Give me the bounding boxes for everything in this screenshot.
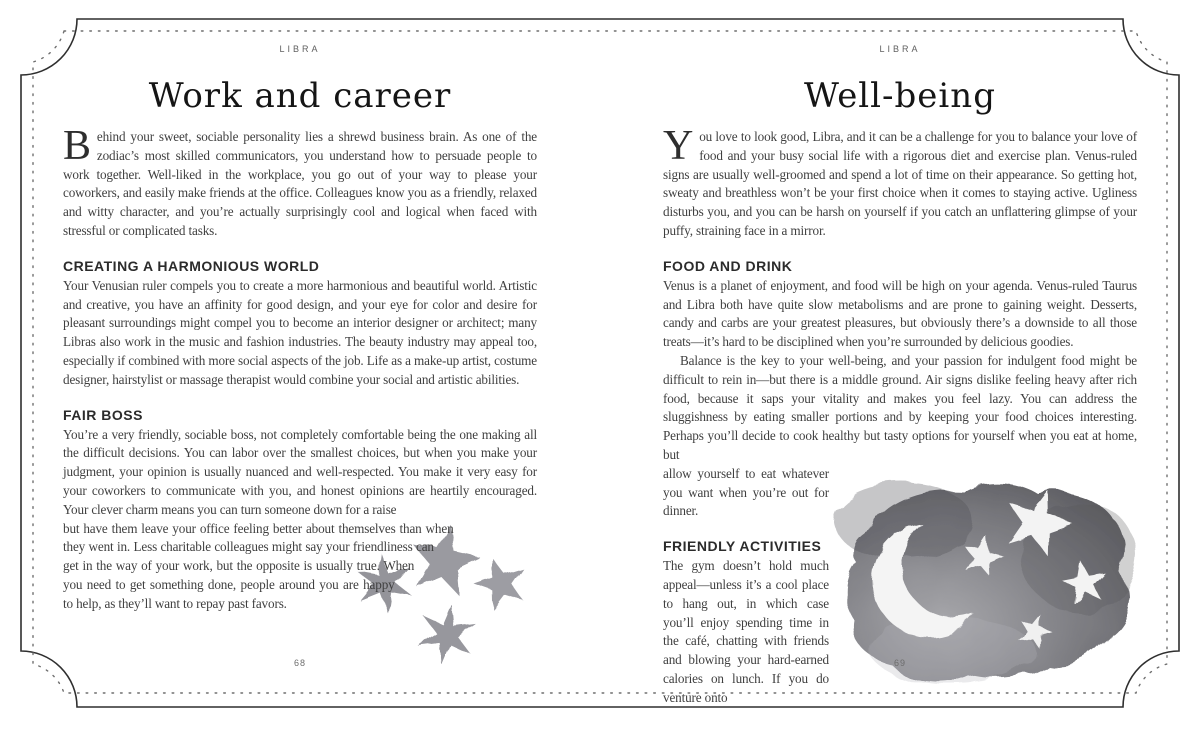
food-drink-paragraph-2: Balance is the key to your well-being, and your passion for indulgent food might be difficult to rein in—but there is a middle ground. Air signs dislike feeling heavy after rich food, because it saps your vitality and makes you feel lazy. You can address the sluggishness by eating smaller portions and by keeping your food choices interesting. Perhaps you’ll decide to cook healthy but tasty options for yourself when you eat at home, but	[663, 352, 1137, 462]
right-intro-paragraph	[663, 123, 1137, 241]
star-icon	[468, 550, 532, 612]
wellbeing-wrap-zone	[663, 465, 1137, 708]
harmonious-world-body: Your Venusian ruler compels you to create a more harmonious and beautiful world. Artistic and creative, you have an affinity for good design, and your eye for color and desire for pleasant surroundings might compel you to become an interior designer or architect; many Libras also work in the music and fashion industries. The beauty industry may appeal too, especially if combined with more social aspects of the job. Life as a make-up artist, costume designer, hairstylist or massage therapist would combine your social and artistic abilities.	[63, 277, 537, 387]
running-head-left: LIBRA	[279, 44, 321, 54]
dropcap-right: Y	[663, 123, 694, 169]
section-heading-fair-boss: FAIR BOSS	[63, 406, 143, 423]
running-head-right: LIBRA	[879, 44, 921, 54]
left-page	[63, 38, 537, 700]
page-number-right: 69	[893, 658, 906, 668]
right-page	[663, 38, 1137, 705]
fair-boss-body-part2: but have them leave your office feeling better about themselves than when they went in. Less charitable colleagues might say your friendliness can get in the way of your work, but the opposite is usually true. When you need to get something done, people around you are happy to help, as they’ll want to repay past favors.	[63, 520, 454, 611]
fair-boss-wrap-zone	[63, 520, 537, 614]
dropcap-left: B	[63, 123, 91, 169]
right-page-title: Well-being	[804, 76, 996, 116]
food-drink-wrapped-text: allow yourself to eat whatever you want when you’re out for dinner.	[663, 465, 829, 519]
left-intro-paragraph	[63, 123, 537, 241]
moon-and-stars-svg	[832, 465, 1137, 705]
section-heading-food-and-drink: FOOD AND DRINK	[663, 257, 793, 274]
fair-boss-body-part1: You’re a very friendly, sociable boss, not completely comfortable being the one making all the difficult decisions. You can labor over the smallest choices, but when you make your judgment, your opinion is usually nuanced and well-respected. You make it very easy for your coworkers to communicate with you, and honest opinions are heartily encouraged. Your clever charm means you can turn someone down for a raise	[63, 426, 537, 517]
food-drink-paragraph-1: Venus is a planet of enjoyment, and food will be high on your agenda. Venus-ruled Taurus and Libra both have quite slow metabolisms and are prone to gaining weight. Desserts, candy and carbs are your greatest pleasures, but obviously there’s a downside to all those treats—it’s hard to be disciplined when you’re surrounded by delicious goodies.	[663, 277, 1137, 350]
section-heading-harmonious-world: CREATING A HARMONIOUS WORLD	[63, 257, 320, 274]
right-intro-text: ou love to look good, Libra, and it can be a challenge for you to balance your love of food and your busy social life with a rigorous diet and exercise plan. Venus-ruled signs are usually well-groomed and spend a lot of time on their appearance. So getting hot, sweaty and breathless won’t be your first choice when it comes to staying active. Ugliness disturbs you, and you can be harsh on yourself if you catch an unflattering glimpse of your puffy, straining face in a mirror.	[663, 129, 1137, 238]
left-page-title: Work and career	[148, 76, 452, 116]
friendly-activities-body: The gym doesn’t hold much appeal—unless it’s a cool place to hang out, in which case you’ll enjoy spending time in the café, chatting with friends and blowing your hard-earned calories on lunch. If you do venture onto	[663, 558, 829, 705]
left-intro-text: ehind your sweet, sociable personality lies a shrewd business brain. As one of the zodiac’s most skilled communicators, you understand how to persuade people to work together. Well-liked in the workplace, you go out of your way to please your coworkers, and easily make friends at the office. Colleagues know you as a friendly, relaxed and witty character, and you’re actually surprisingly cool and logical when faced with stressful or complicated tasks.	[63, 129, 537, 238]
section-heading-friendly-activities: FRIENDLY ACTIVITIES	[663, 538, 822, 555]
page-number-left: 68	[293, 658, 306, 668]
